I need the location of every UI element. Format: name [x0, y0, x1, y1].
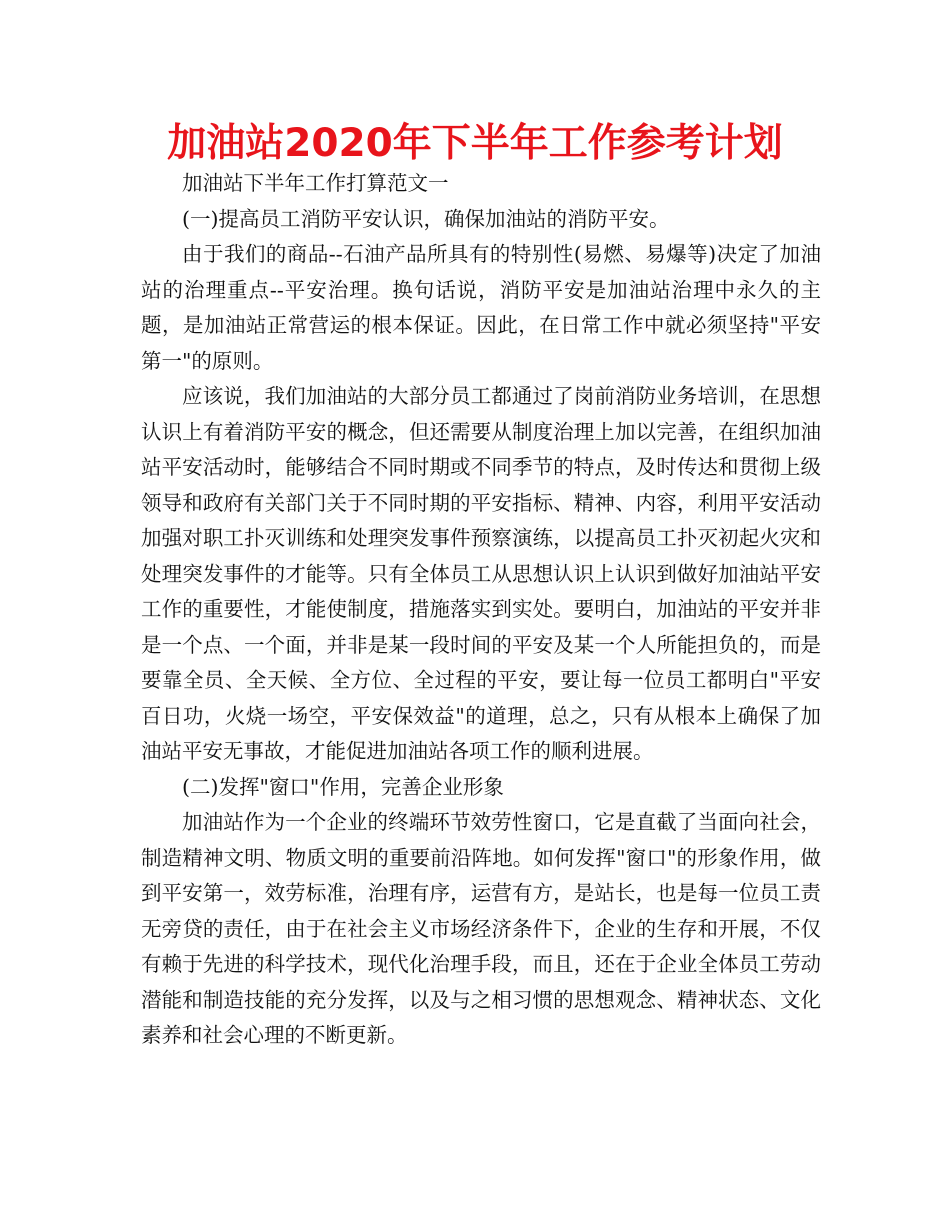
document-title: 加油站2020年下半年工作参考计划: [167, 121, 783, 166]
section-heading-2: (二)发挥"窗口"作用，完善企业形象: [182, 774, 504, 799]
paragraph-heading: 加油站下半年工作打算范文一: [182, 171, 449, 195]
paragraph: 应该说，我们加油站的大部分员工都通过了岗前消防业务培训，在思想认识上有着消防平安的概念，但还需要从制度治理上加以完善，在组织加油站平安活动时，能够结合不同时期或不同季节的特点，及时传达和贯彻上级领导和政府有关部门关于不同时期的平安指标、精神、内容，利用平安活动加强对职工扑灭训练和处理突发事件预察演练，以提高员工扑灭初起火灾和处理突发事件的才能等。只有全体员工从思想认识上认识到做好加油站平安工作的重要性，才能使制度，措施落实到实处。要明白，加油站的平安并非是一个点、一个面，并非是某一段时间的平安及某一个人所能担负的，而是要靠全员、全天候、全方位、全过程的平安，要让每一位员工都明白"平安百日功，火烧一场空，平安保效益"的道理，总之，只有从根本上确保了加油站平安无事故，才能促进加油站各项工作的顺利进展。: [141, 384, 821, 763]
section-heading-1: (一)提高员工消防平安认识，确保加油站的消防平安。: [182, 206, 670, 231]
document-body: [141, 166, 821, 1054]
paragraph: 加油站作为一个企业的终端环节效劳性窗口，它是直截了当面向社会，制造精神文明、物质文明的重要前沿阵地。如何发挥"窗口"的形象作用，做到平安第一，效劳标准，治理有序，运营有方，是站长，也是每一位员工责无旁贷的责任，由于在社会主义市场经济条件下，企业的生存和开展，不仅有赖于先进的科学技术，现代化治理手段，而且，还在于企业全体员工劳动潜能和制造技能的充分发挥，以及与之相习惯的思想观念、精神状态、文化素养和社会心理的不断更新。: [141, 810, 821, 1047]
paragraph: 由于我们的商品--石油产品所具有的特别性(易燃、易爆等)决定了加油站的治理重点--平安治理。换句话说，消防平安是加油站治理中永久的主题，是加油站正常营运的根本保证。因此，在日常工作中就必须坚持"平安第一"的原则。: [141, 242, 821, 373]
